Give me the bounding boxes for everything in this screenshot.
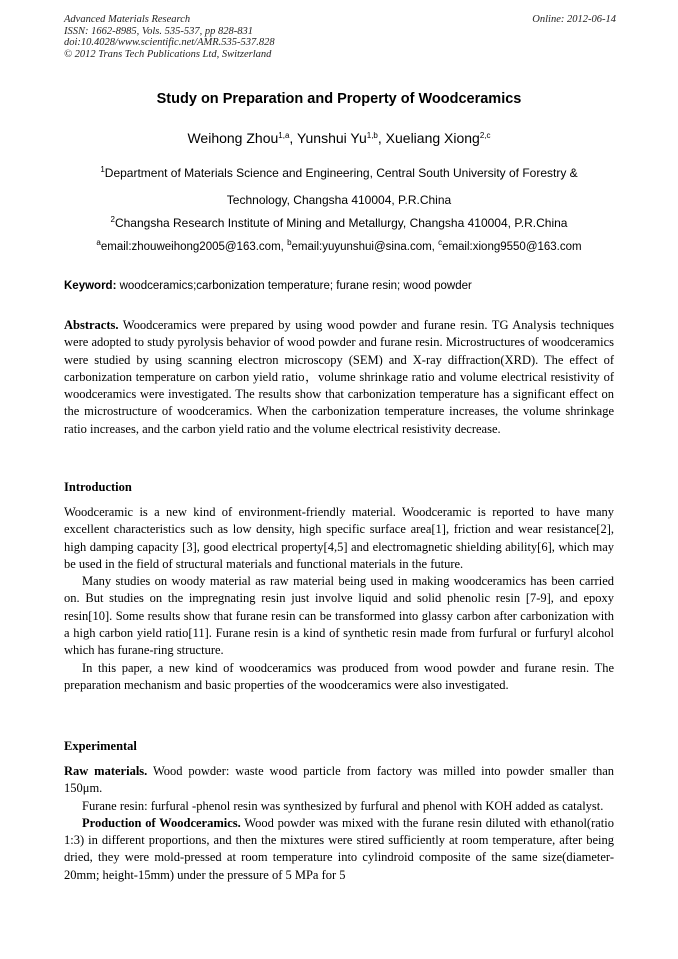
email-sup: b bbox=[287, 238, 292, 247]
affiliation-sup: 2 bbox=[110, 215, 115, 224]
paragraph bbox=[64, 815, 614, 884]
affiliation-1-line-2: Technology, Changsha 410004, P.R.China bbox=[226, 193, 452, 207]
affiliation-1-line-1 bbox=[64, 166, 614, 180]
author-sup: 2,c bbox=[479, 131, 491, 140]
author-name: Weihong Zhou bbox=[187, 130, 279, 146]
introduction-body bbox=[64, 504, 614, 694]
journal-issn: ISSN: 1662-8985, Vols. 535-537, pp 828-831 bbox=[64, 25, 253, 37]
paragraph-text: Wood powder was mixed with the furane resin diluted with ethanol(ratio 1:3) in different proportions, and then the mixtures were stired sufficiently at room temperature, after being dried, they were mold-pressed at room temperature into cylindroid composite of the same size(diameter-20mm; height-15mm) under the pressure of 5 MPa for 5 bbox=[64, 815, 614, 882]
paper-title: Study on Preparation and Property of Woodceramics bbox=[156, 91, 522, 107]
section-heading-experimental: Experimental bbox=[64, 739, 137, 753]
author-name: Xueliang Xiong bbox=[385, 130, 480, 146]
journal-doi[interactable]: doi:10.4028/www.scientific.net/AMR.535-537.828 bbox=[64, 37, 275, 48]
author-sup: 1,b bbox=[366, 131, 378, 140]
paragraph-text: Wood powder: waste wood particle from factory was milled into powder smaller than 150μm. bbox=[64, 764, 614, 796]
abstract-label: Abstracts. bbox=[64, 318, 119, 332]
author-sup: 1,a bbox=[278, 131, 290, 140]
keyword-label: Keyword: bbox=[64, 280, 117, 292]
paragraph bbox=[64, 763, 614, 798]
affiliation-text: Changsha Research Institute of Mining and Metallurgy, Changsha 410004, P.R.China bbox=[114, 216, 568, 230]
email-c[interactable]: email:xiong9550@163.com bbox=[442, 241, 582, 253]
affiliation-2 bbox=[64, 216, 614, 230]
paragraph: Woodceramic is a new kind of environment-friendly material. Woodceramic is reported to have many excellent characteristics such as low density, high specific surface area[1], friction and wear resistance[2], high damping capacity [3], good electrical property[4,5] and electromagnetic shielding ability[6], which may be used in the field of structural materials and functional materials in the future. bbox=[64, 505, 614, 571]
affiliation-text: Department of Materials Science and Engineering, Central South University of Forestry & bbox=[104, 166, 578, 180]
email-sup: c bbox=[438, 238, 443, 247]
affiliation-sup: 1 bbox=[100, 165, 105, 174]
email-list bbox=[64, 238, 614, 253]
email-b[interactable]: email:yuyunshui@sina.com, bbox=[291, 241, 439, 253]
section-heading-introduction: Introduction bbox=[64, 480, 132, 494]
run-in-heading: Production of Woodceramics. bbox=[82, 815, 241, 830]
email-a[interactable]: email:zhouweihong2005@163.com, bbox=[100, 241, 288, 253]
author-name: Yunshui Yu bbox=[296, 130, 367, 146]
keywords bbox=[64, 280, 616, 292]
online-date: Online: 2012-06-14 bbox=[532, 14, 616, 25]
email-sup: a bbox=[96, 238, 101, 247]
author-separator: , bbox=[289, 130, 297, 146]
journal-name: Advanced Materials Research bbox=[64, 14, 191, 25]
keyword-text: woodceramics;carbonization temperature; furane resin; wood powder bbox=[116, 280, 472, 292]
author-list bbox=[64, 130, 614, 146]
paragraph: Many studies on woody material as raw material being used in making woodceramics has been carried on. But studies on the impregnating resin just involve liquid and solid phenolic resin [7-9], and epoxy resin[10]. Some results show that furane resin can be transformed into glassy carbon after carbonization with a high carbon yield ratio[11]. Furane resin is a kind of synthetic resin made from furfural or furfuryl alcohol which has furane-ring structure. bbox=[64, 574, 614, 658]
experimental-body bbox=[64, 763, 614, 884]
run-in-heading: Raw materials. bbox=[64, 764, 148, 778]
journal-header bbox=[64, 14, 616, 60]
paragraph: In this paper, a new kind of woodceramics was produced from wood powder and furane resin. The preparation mechanism and basic properties of the woodceramics were also investigated. bbox=[64, 660, 614, 692]
abstract bbox=[64, 317, 614, 438]
abstract-text: Woodceramics were prepared by using wood powder and furane resin. TG Analysis techniques were adopted to study pyrolysis behavior of wood powder and furane resin. Microstructures of woodceramics were studied by using scanning electron microscopy (SEM) and X-ray diffraction(XRD). The effect of carbonization temperature on carbon yield ratio，volume shrinkage ratio and volume electrical resistivity of woodceramics were investigated. The results show that carbonization temperature has a significant effect on the microstructure of woodceramics. When the carbonization temperature increases, the volume shrinkage ratio increases, and the carbon yield ratio and the volume electrical resistivity decrease. bbox=[64, 318, 614, 436]
journal-copyright: © 2012 Trans Tech Publications Ltd, Switzerland bbox=[64, 48, 272, 60]
author-separator: , bbox=[377, 130, 386, 146]
paragraph: Furane resin: furfural -phenol resin was synthesized by furfural and phenol with KOH added as catalyst. bbox=[82, 798, 604, 813]
